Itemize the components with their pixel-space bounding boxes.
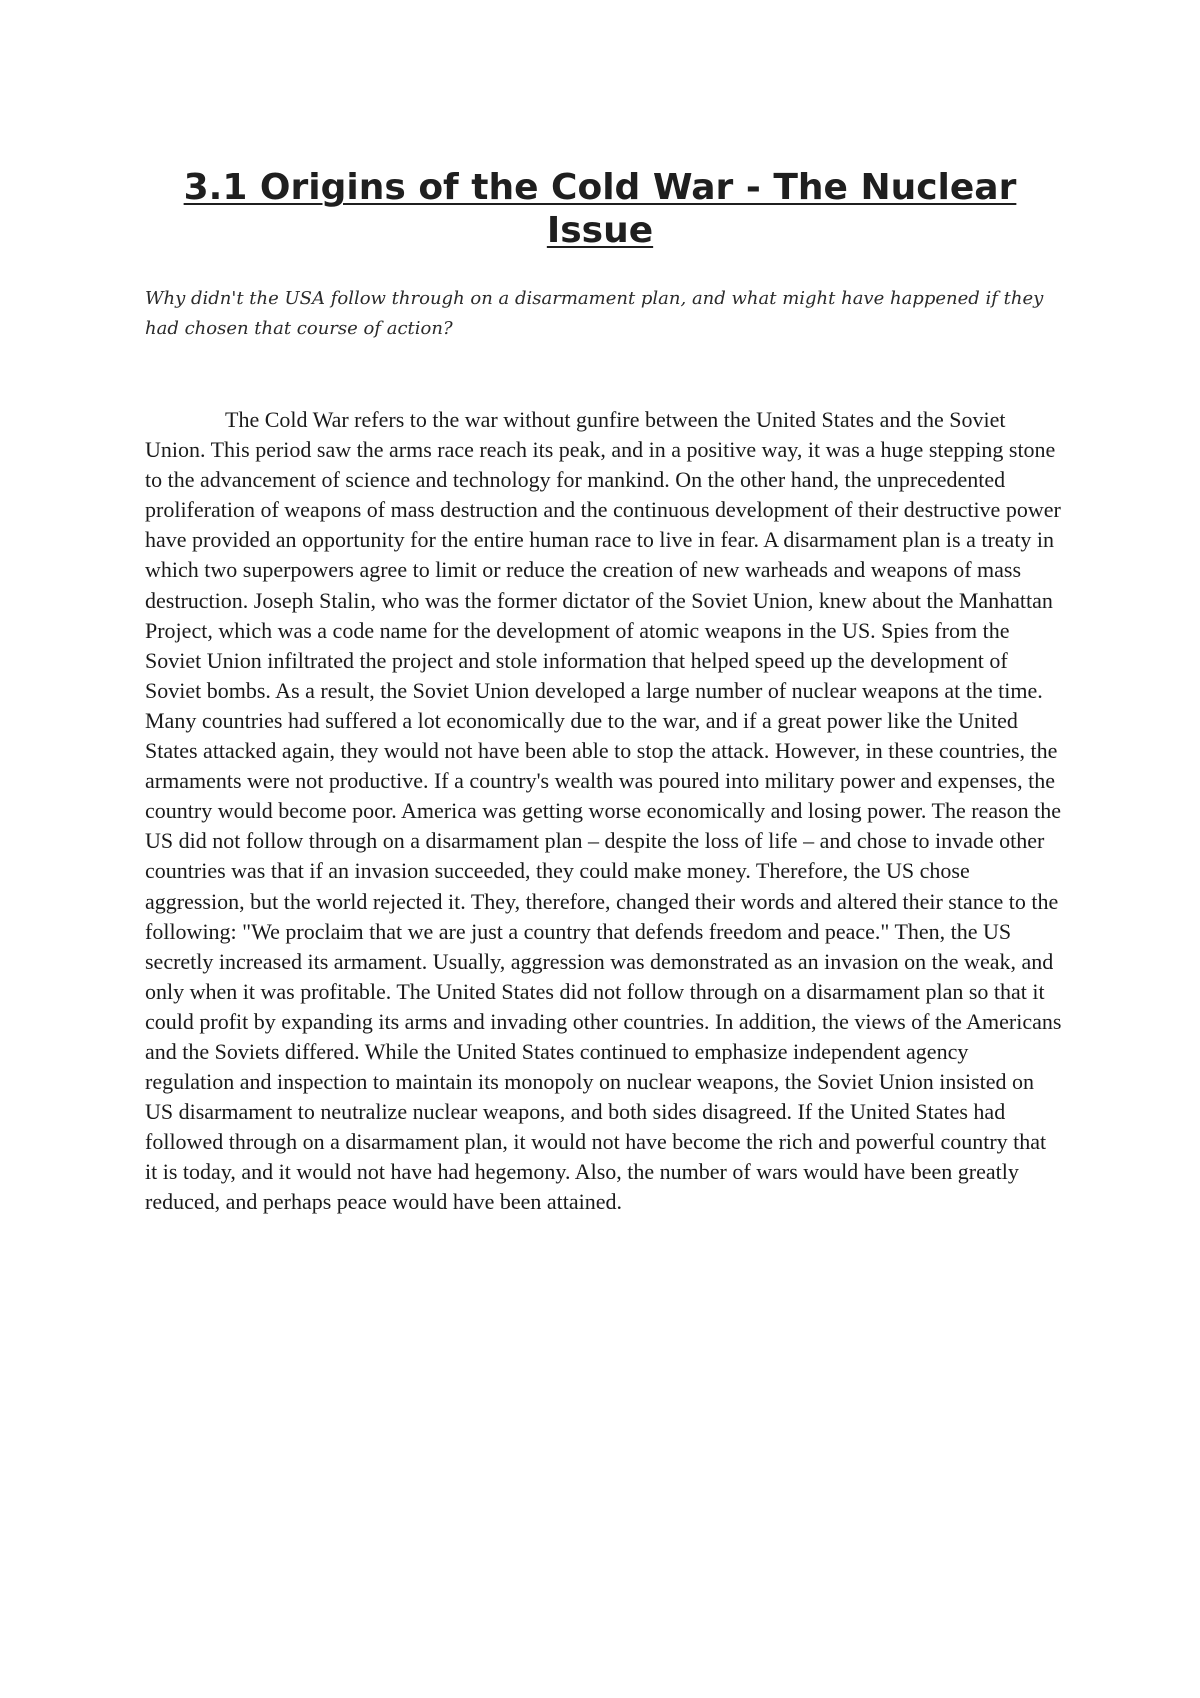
essay-body: The Cold War refers to the war without gunfire between the United States and the Soviet Union. This period saw the arms race reach its peak, and in a positive way, it was a huge stepping stone to the advancement of science and technology for mankind. On the other hand, the unprecedented proliferation of weapons of mass destruction and the continuous development of their destructive power have provided an opportunity for the entire human race to live in fear. A disarmament plan is a treaty in which two superpowers agree to limit or reduce the creation of new warheads and weapons of mass destruction. Joseph Stalin, who was the former dictator of the Soviet Union, knew about the Manhattan Project, which was a code name for the development of atomic weapons in the US. Spies from the Soviet Union infiltrated the project and stole information that helped speed up the development of Soviet bombs. As a result, the Soviet Union developed a large number of nuclear weapons at the time. Many countries had suffered a lot economically due to the war, and if a great power like the United States attacked again, they would not have been able to stop the attack. However, in these countries, the armaments were not productive. If a country's wealth was poured into military power and expenses, the country would become poor. America was getting worse economically and losing power. The reason the US did not follow through on a disarmament plan – despite the loss of life – and chose to invade other countries was that if an invasion succeeded, they could make money. Therefore, the US chose aggression, but the world rejected it. They, therefore, changed their words and altered their stance to the following: "We proclaim that we are just a country that defends freedom and peace." Then, the US secretly increased its armament. Usually, aggression was demonstrated as an invasion on the weak, and only when it was profitable. The United States did not follow through on a disarmament plan so that it could profit by expanding its arms and invading other countries. In addition, the views of the Americans and the Soviets differed. While the United States continued to emphasize independent agency regulation and inspection to maintain its monopoly on nuclear weapons, the Soviet Union insisted on US disarmament to neutralize nuclear weapons, and both sides disagreed. If the United States had followed through on a disarmament plan, it would not have become the rich and powerful country that it is today, and it would not have had hegemony. Also, the number of wars would have been greatly reduced, and perhaps peace would have been attained. — [145, 407, 1062, 1215]
essay-question: Why didn't the USA follow through on a disarmament plan, and what might have happened if they had chosen that course of action? — [145, 288, 1044, 339]
document-title: 3.1 Origins of the Cold War - The Nuclear Issue — [183, 167, 1017, 251]
